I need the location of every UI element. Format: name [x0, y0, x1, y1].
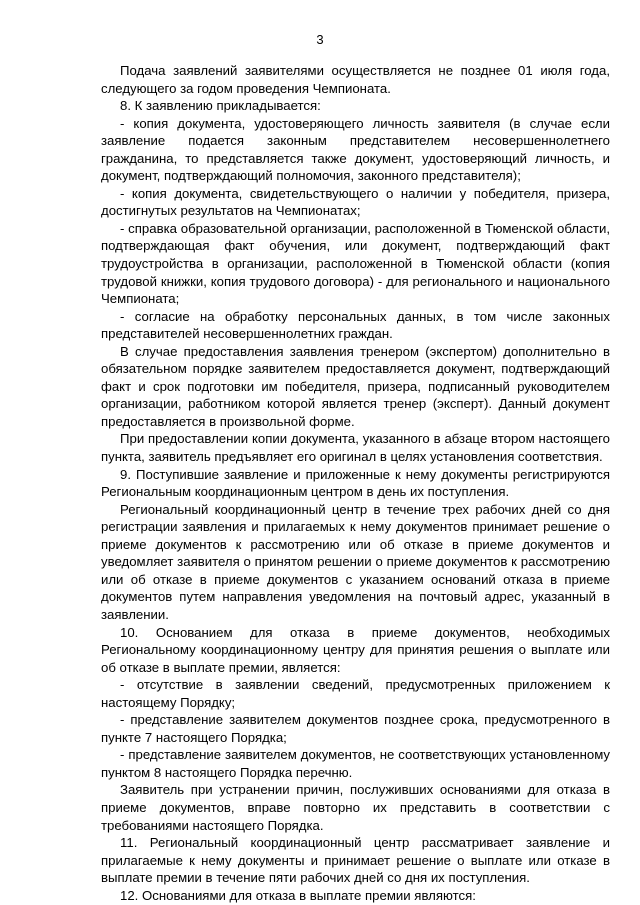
- paragraph-original-document: При предоставлении копии документа, указанного в абзаце втором настоящего пункта, заявитель предъявляет его оригинал в целях установления соответствия.: [101, 431, 610, 465]
- list-item-late-submission: - представление заявителем документов позднее срока, предусмотренного в пункте 7 настоящего Порядка;: [101, 712, 610, 745]
- paragraph-item-12: 12. Основаниями для отказа в выплате премии являются:: [120, 887, 476, 903]
- paragraph-item-10: 10. Основанием для отказа в приеме документов, необходимых Региональному координационному центру для принятия решения о выплате или об отказе в выплате премии, является:: [101, 624, 610, 675]
- paragraph-item-9: 9. Поступившие заявление и приложенные к нему документы регистрируются Региональным координационным центром в день их поступления.: [101, 466, 610, 500]
- page-number: 3: [316, 32, 324, 47]
- list-item-personal-data-consent: - согласие на обработку персональных данных, в том числе законных представителей несовершеннолетних граждан.: [101, 308, 610, 342]
- list-item-results-document: - копия документа, свидетельствующего о наличии у победителя, призера, достигнутых результатов на Чемпионатах;: [101, 185, 610, 219]
- list-item-study-or-employment: - справка образовательной организации, расположенной в Тюменской области, подтверждающая факт обучения, или документ, подтверждающий факт трудоустройства в организации, расположенной в Тюменской области (копия трудовой книжки, копия трудового договора) - для регионального и национального Чемпионата;: [101, 220, 610, 307]
- list-item-identity-document: - копия документа, удостоверяющего личность заявителя (в случае если заявление подается законным представителем несовершеннолетнего гражданина, то представляется также документ, удостоверяющий личность, и документ, подтверждающий полномочия, законного представителя);: [101, 115, 610, 184]
- list-item-missing-info: - отсутствие в заявлении сведений, предусмотренных приложением к настоящему Порядку;: [101, 677, 610, 710]
- list-item-nonconforming-docs: - представление заявителем документов, не соответствующих установленному пунктом 8 настоящего Порядка перечню.: [101, 747, 610, 780]
- paragraph-item-8: 8. К заявлению прикладывается:: [120, 98, 321, 114]
- paragraph-trainer-case: В случае предоставления заявления тренером (экспертом) дополнительно в обязательном порядке заявителем предоставляется документ, подтверждающий факт и срок подготовки им победителя, призера, подписанный руководителем организации, работником которой является тренер (эксперт). Данный документ предоставляется в произвольной форме.: [101, 343, 610, 429]
- paragraph-item-11: 11. Региональный координационный центр рассматривает заявление и прилагаемые к нему документы и принимает решение о выплате или отказе в выплате премии в течение пяти рабочих дней со дня их поступления.: [101, 835, 610, 886]
- paragraph-resubmission: Заявитель при устранении причин, послуживших основаниями для отказа в приеме документов, вправе повторно их представить в соответствии с требованиями настоящего Порядка.: [101, 782, 610, 833]
- document-text: [101, 62, 610, 904]
- paragraph-review-period: Региональный координационный центр в течение трех рабочих дней со дня регистрации заявления и прилагаемых к нему документов принимает решение о приеме документов к рассмотрению или об отказе в приеме документов и уведомляет заявителя о принятом решении о приеме документов к рассмотрению или об отказе в приеме документов с указанием оснований отказа в приеме документов путем направления уведомления на почтовый адрес, указанный в заявлении.: [101, 501, 610, 622]
- paragraph-submission-deadline: Подача заявлений заявителями осуществляется не позднее 01 июля года, следующего за годом проведения Чемпионата.: [101, 63, 610, 96]
